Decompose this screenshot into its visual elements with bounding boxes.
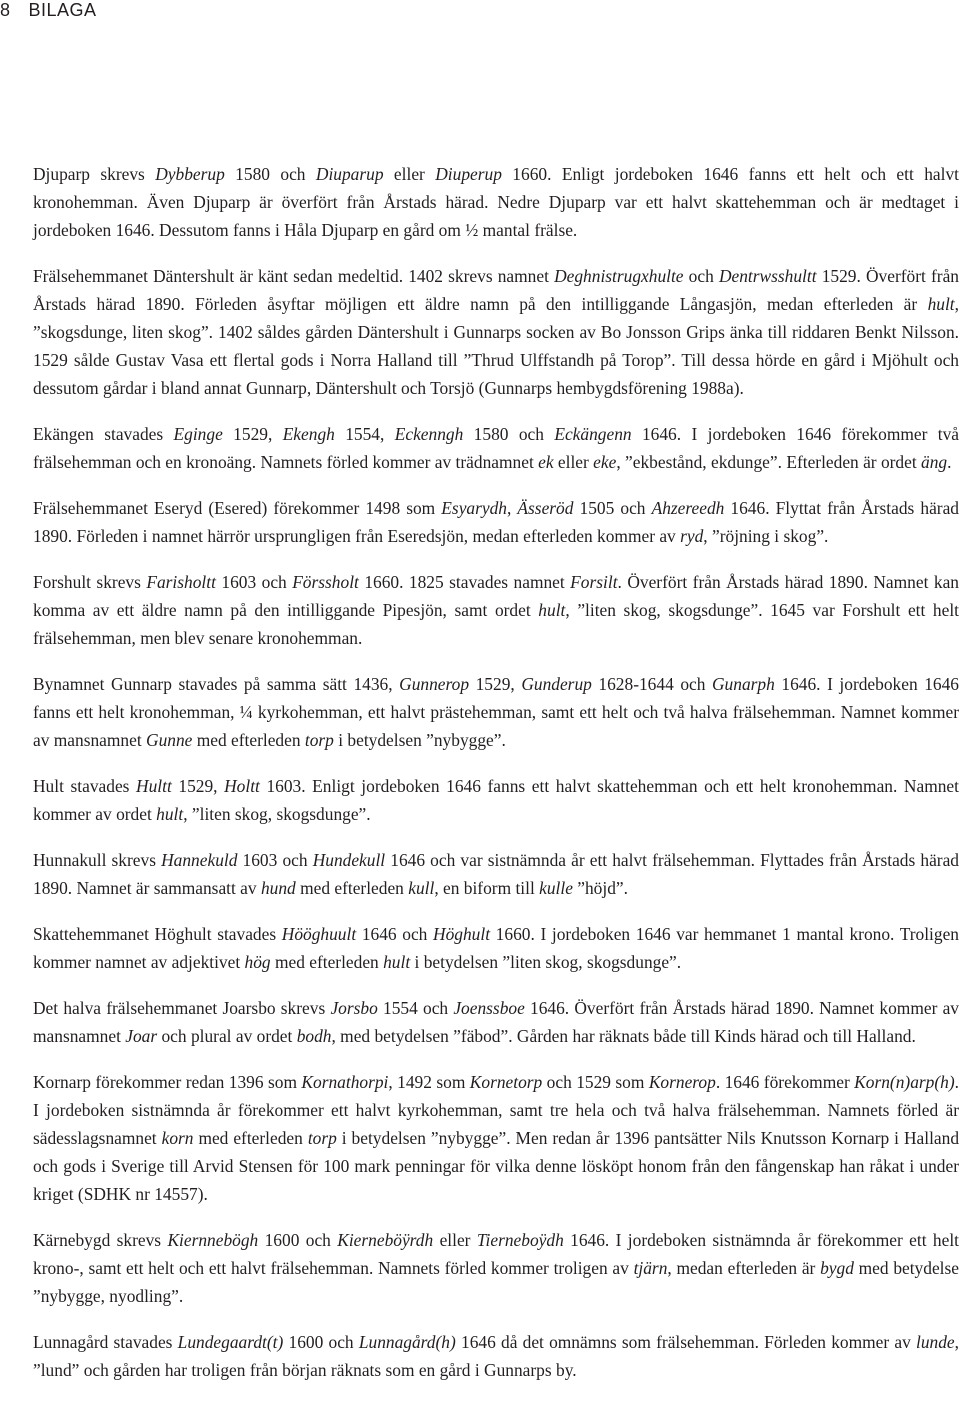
italic-term: Gunne (146, 730, 193, 750)
page-number: 8 (0, 0, 11, 20)
italic-term: Kornetorp (469, 1072, 543, 1092)
paragraph-joarsbo: Det halva frälsehemmanet Joarsbo skrevs Jorsbo 1554 och Joenssboe 1646. Överfört från Årstads härad 1890. Namnet kommer av mansnamnet Joar och plural av ordet bodh, med betydelsen ”fäbod”. Gården har räknats både till Kinds härad och till Halland. (33, 998, 959, 1046)
section-title: BILAGA (28, 0, 97, 20)
italic-term: hult (538, 600, 566, 620)
italic-term: Gunarph (712, 674, 775, 694)
italic-term: Dentrwsshultt (718, 266, 817, 286)
italic-term: Ahzereedh (651, 498, 725, 518)
italic-term: Gunderup (521, 674, 592, 694)
italic-term: ek (538, 452, 554, 472)
italic-term: Kiernnebögh (167, 1230, 259, 1250)
italic-term: Kornerop (648, 1072, 716, 1092)
paragraph-hunnakull: Hunnakull skrevs Hannekuld 1603 och Hundekull 1646 och var sistnämnda år ett halvt frälsehemman. Flyttades från Årstads härad 1890. Namnet är sammansatt av hund med efterleden kull, en biform till kulle ”höjd”. (33, 850, 959, 898)
italic-term: ryd (680, 526, 704, 546)
italic-term: Eckängenn (554, 424, 632, 444)
paragraph-dantershult: Frälsehemmanet Däntershult är känt sedan medeltid. 1402 skrevs namnet Deghnistrugxhulte och Dentrwsshultt 1529. Överfört från Årstads härad 1890. Förleden åsyftar möjligen ett äldre namn på den intilliggande Långasjön, medan efterleden är hult, ”skogsdunge, liten skog”. 1402 såldes gården Däntershult i Gunnarps socken av Bo Jonsson Grips änka till riddaren Benkt Nilsson. 1529 sålde Gustav Vasa ett flertal gods i Norra Halland till ”Thrud Ulffstandh på Torop”. Till dessa hörde en gård i Mjöhult och dessutom gårdar i bland annat Gunnarp, Däntershult och Torsjö (Gunnarps hembygdsförening 1988a). (33, 266, 959, 398)
italic-term: Deghnistrugxhulte (554, 266, 684, 286)
italic-term: eke (593, 452, 617, 472)
paragraph-lunnagard: Lunnagård stavades Lundegaardt(t) 1600 och Lunnagård(h) 1646 då det omnämns som frälsehemman. Förleden kommer av lunde, ”lund” och gården har troligen från början räknats som en gård i Gunnarps by. (33, 1332, 959, 1380)
italic-term: Farisholtt (146, 572, 216, 592)
text-body (33, 160, 959, 1384)
italic-term: tjärn (633, 1258, 668, 1278)
page-header (0, 0, 97, 22)
paragraph-forshult: Forshult skrevs Farisholtt 1603 och Förssholt 1660. 1825 stavades namnet Forsilt. Överfört från Årstads härad 1890. Namnet kan komma av ett äldre namn på den intilliggande Pipesjön, samt ordet hult, ”liten skog, skogsdunge”. 1645 var Forshult ett helt frälsehemman, men blev senare kronohemman. (33, 572, 960, 648)
italic-term: torp (304, 730, 334, 750)
italic-term: Förssholt (292, 572, 359, 592)
italic-term: hög (244, 952, 271, 972)
italic-term: Lunnagård(h) (358, 1332, 456, 1352)
italic-term: Hannekuld (161, 850, 238, 870)
italic-term: Korn(n)arp(h) (854, 1072, 955, 1092)
italic-term: Joar (125, 1026, 158, 1046)
italic-term: bodh (296, 1026, 332, 1046)
italic-term: hult (156, 804, 184, 824)
italic-term: Esyarydh (441, 498, 507, 518)
paragraph-ekangen: Ekängen stavades Eginge 1529, Ekengh 1554, Eckenngh 1580 och Eckängenn 1646. I jordeboken 1646 förekommer två frälsehemman och en kronoäng. Namnets förled kommer av trädnamnet ek eller eke, ”ekbestånd, ekdunge”. Efterleden är ordet äng. (33, 424, 960, 472)
italic-term: Gunnerop (399, 674, 470, 694)
italic-term: kulle (539, 878, 573, 898)
italic-term: Dybberup (155, 164, 225, 184)
paragraph-gunnarp: Bynamnet Gunnarp stavades på samma sätt 1436, Gunnerop 1529, Gunderup 1628-1644 och Gunarph 1646. I jordeboken 1646 fanns ett helt kronohemman, ¼ kyrkohemman, ett halvt prästehemman, samt ett helt och två halva frälsehemman. Namnet kommer av mansnamnet Gunne med efterleden torp i betydelsen ”nybygge”. (33, 674, 960, 750)
italic-term: Joenssboe (453, 998, 525, 1018)
italic-term: Eckenngh (394, 424, 464, 444)
italic-term: Diuperup (435, 164, 502, 184)
italic-term: Hundekull (312, 850, 386, 870)
paragraph-kornarp: Kornarp förekommer redan 1396 som Kornathorpi, 1492 som Kornetorp och 1529 som Kornerop. 1646 förekommer Korn(n)arp(h). I jordeboken sistnämnda år förekommer ett halvt kyrkohemman, samt tre hela och två halva frälsehemman. Namnets förled är sädesslagsnamnet korn med efterleden torp i betydelsen ”nybygge”. Men redan år 1396 pantsätter Nils Knutsson Kornarp i Halland och gods i Sverige till Arvid Stensen för 100 mark penningar för vilka denne lösköpt honom från den fångenskap han råkat i under kriget (SDHK nr 14557). (33, 1072, 960, 1204)
italic-term: Hööghuult (281, 924, 357, 944)
italic-term: Forsilt (570, 572, 618, 592)
paragraph-djuparp: Djuparp skrevs Dybberup 1580 och Diuparup eller Diuperup 1660. Enligt jordeboken 1646 fanns ett helt och ett halvt kronohemman. Även Djuparp är överfört från Årstads härad. Nedre Djuparp var ett halvt skattehemman och är medtaget i jordeboken 1646. Dessutom fanns i Håla Djuparp en gård om ½ mantal frälse. (33, 164, 959, 240)
italic-term: Ässeröd (517, 498, 574, 518)
italic-term: korn (161, 1128, 194, 1148)
italic-term: hult (927, 294, 955, 314)
italic-term: Ekengh (282, 424, 335, 444)
paragraph-karnebygd: Kärnebygd skrevs Kiernnebögh 1600 och Kierneböÿrdh eller Tierneboÿdh 1646. I jordeboken sistnämnda år förekommer ett helt krono-, samt ett helt och ett halvt frälsehemman. Namnets förled kommer troligen av tjärn, medan efterleden är bygd med betydelse ”nybygge, nyodling”. (33, 1230, 960, 1306)
paragraph-hoghult: Skattehemmanet Höghult stavades Hööghuult 1646 och Höghult 1660. I jordeboken 1646 var hemmanet 1 mantal krono. Troligen kommer namnet av adjektivet hög med efterleden hult i betydelsen ”liten skog, skogsdunge”. (33, 924, 959, 972)
italic-term: Eginge (173, 424, 223, 444)
italic-term: Holtt (224, 776, 260, 796)
paragraph-eseryd: Frälsehemmanet Eseryd (Esered) förekommer 1498 som Esyarydh, Ässeröd 1505 och Ahzereedh 1646. Flyttat från Årstads härad 1890. Förleden i namnet härrör ursprungligen från Eseredsjön, medan efterleden kommer av ryd, ”röjning i skog”. (33, 498, 960, 546)
italic-term: torp (307, 1128, 337, 1148)
italic-term: hund (260, 878, 296, 898)
italic-term: Tierneboÿdh (476, 1230, 564, 1250)
italic-term: Lundegaardt(t) (177, 1332, 284, 1352)
italic-term: Kierneböÿrdh (337, 1230, 434, 1250)
italic-term: Kornathorpi (301, 1072, 389, 1092)
italic-term: Diuparup (315, 164, 384, 184)
italic-term: Höghult (433, 924, 491, 944)
paragraph-hult: Hult stavades Hultt 1529, Holtt 1603. Enligt jordeboken 1646 fanns ett halvt skattehemman och ett helt kronohemman. Namnet kommer av ordet hult, ”liten skog, skogsdunge”. (33, 776, 959, 824)
italic-term: lunde (916, 1332, 955, 1352)
italic-term: Jorsbo (330, 998, 378, 1018)
italic-term: Hultt (136, 776, 172, 796)
italic-term: äng (921, 452, 948, 472)
italic-term: hult (383, 952, 411, 972)
italic-term: bygd (820, 1258, 854, 1278)
italic-term: kull (408, 878, 435, 898)
